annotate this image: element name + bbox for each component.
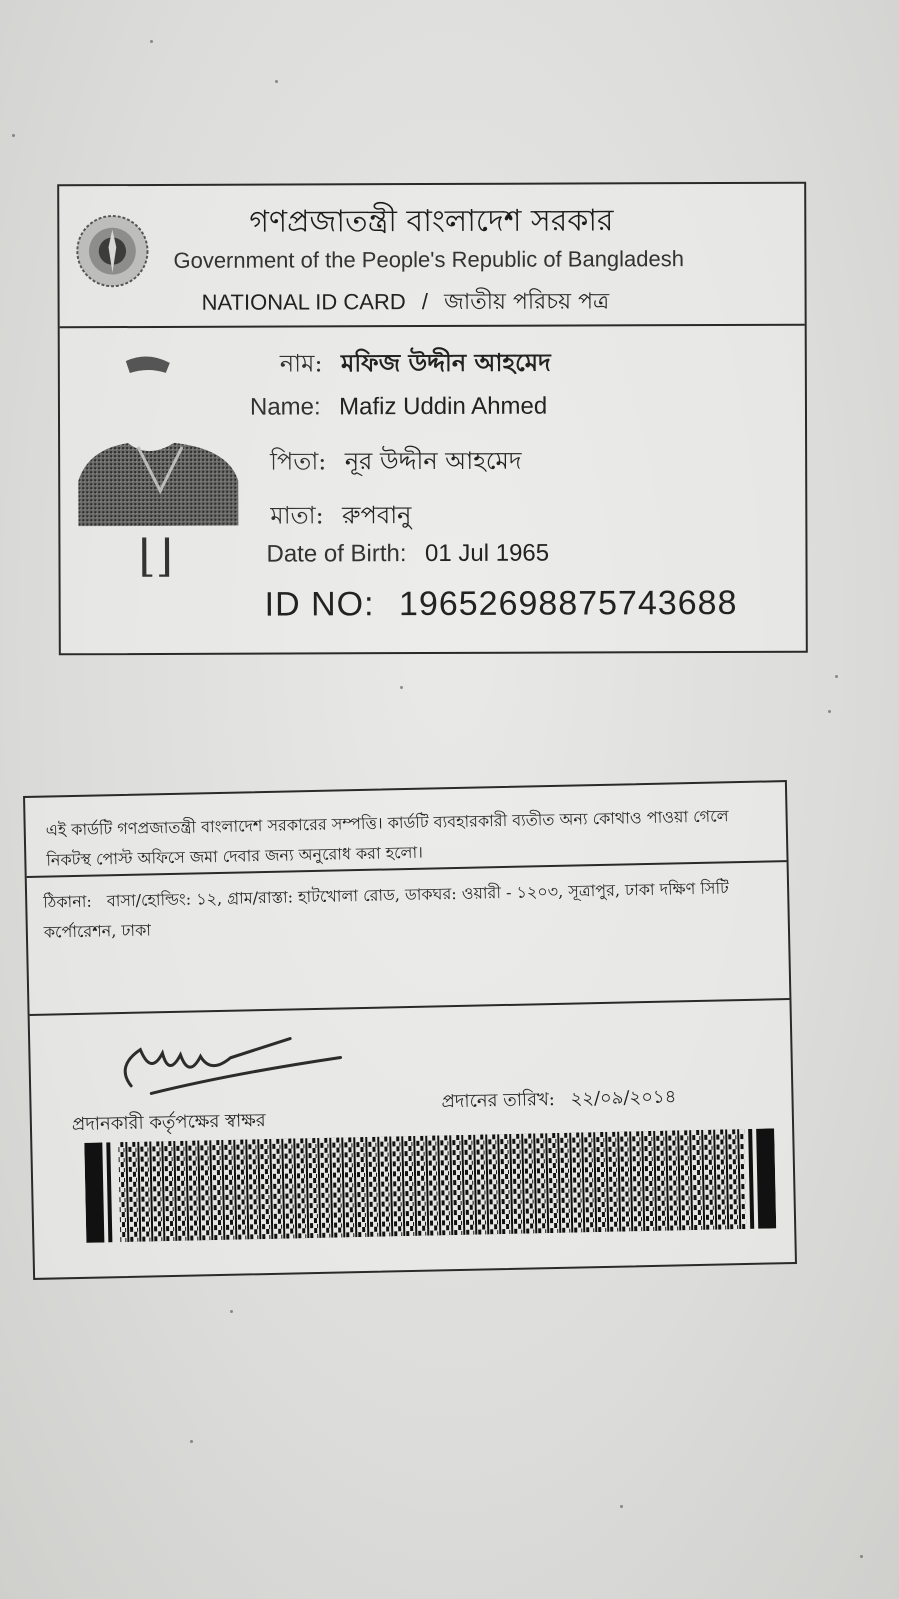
speck — [835, 675, 838, 678]
name-label: Name: — [249, 393, 321, 421]
speck — [190, 1440, 193, 1443]
issuer-signature-icon — [110, 1031, 351, 1106]
issue-date — [441, 1082, 676, 1118]
nid-front-card — [57, 182, 808, 656]
address-block — [27, 862, 790, 1016]
dob-value: 01 Jul 1965 — [424, 539, 550, 568]
speck — [400, 686, 403, 689]
id-number: 19652698875743688 — [398, 583, 738, 624]
father-value: নূর উদ্দীন আহমেদ — [344, 446, 522, 476]
card-header — [59, 184, 804, 329]
speck — [860, 1555, 863, 1558]
issue-date-value: ২২/০৯/২০১৪ — [570, 1086, 677, 1110]
dob-label: Date of Birth: — [266, 540, 407, 568]
title-english: Government of the People's Republic of Bangladesh — [173, 246, 685, 273]
id-row — [265, 584, 738, 625]
government-emblem-icon — [73, 212, 151, 290]
title-bengali: গণপ্রজাতন্ত্রী বাংলাদেশ সরকার — [249, 203, 614, 240]
name-value: Mafiz Uddin Ahmed — [339, 392, 548, 421]
pdf417-barcode-icon — [84, 1128, 776, 1242]
speck — [275, 80, 278, 83]
name-row — [250, 393, 547, 422]
id-label: ID NO: — [264, 585, 375, 624]
father-label: পিতা: — [270, 447, 327, 476]
card-type-en: NATIONAL ID CARD — [201, 289, 406, 315]
nid-back-card — [23, 780, 797, 1280]
mother-value: রুপবানু — [342, 501, 412, 530]
speck — [620, 1505, 623, 1508]
name-bn-row — [280, 345, 551, 386]
card-type-title — [202, 284, 610, 322]
card-type-bn: জাতীয় পরিচয় পত্র — [444, 289, 610, 315]
name-bn-label: নাম: — [279, 349, 323, 378]
dob-row — [266, 540, 549, 569]
mother-row — [270, 497, 411, 537]
ownership-notice: এই কার্ডটি গণপ্রজাতন্ত্রী বাংলাদেশ সরকারের সম্পত্তি। কার্ডটি ব্যবহারকারী ব্যতীত অন্য কোথাও পাওয়া গেলে নিকটস্থ পোস্ট অফিসে জমা দেবার জন্য অনুরোধ করা হলো। — [25, 782, 787, 878]
father-row — [270, 443, 521, 484]
holder-signature-mark: ⌊⌋ — [138, 530, 173, 583]
address-value: বাসা/হোল্ডিং: ১২, গ্রাম/রাস্তা: হাটখোলা রোড, ডাকঘর: ওয়ারী - ১২০৩, সূত্রাপুর, ঢাকা দক্ষিণ সিটি কর্পোরেশন, ঢাকা — [43, 878, 729, 942]
speck — [828, 710, 831, 713]
issue-date-label: প্রদানের তারিখ: — [441, 1088, 556, 1113]
address-label: ঠিকানা: — [43, 891, 92, 912]
issuer-signature-label: প্রদানকারী কর্তৃপক্ষের স্বাক্ষর — [71, 1110, 266, 1136]
card-type-separator: / — [421, 289, 429, 315]
speck — [150, 40, 153, 43]
speck — [12, 134, 15, 137]
signature-area — [30, 1000, 795, 1276]
speck — [230, 1310, 233, 1313]
holder-photo — [78, 351, 245, 527]
mother-label: মাতা: — [270, 501, 324, 530]
name-bn-value: মফিজ উদ্দীন আহমেদ — [340, 347, 551, 378]
